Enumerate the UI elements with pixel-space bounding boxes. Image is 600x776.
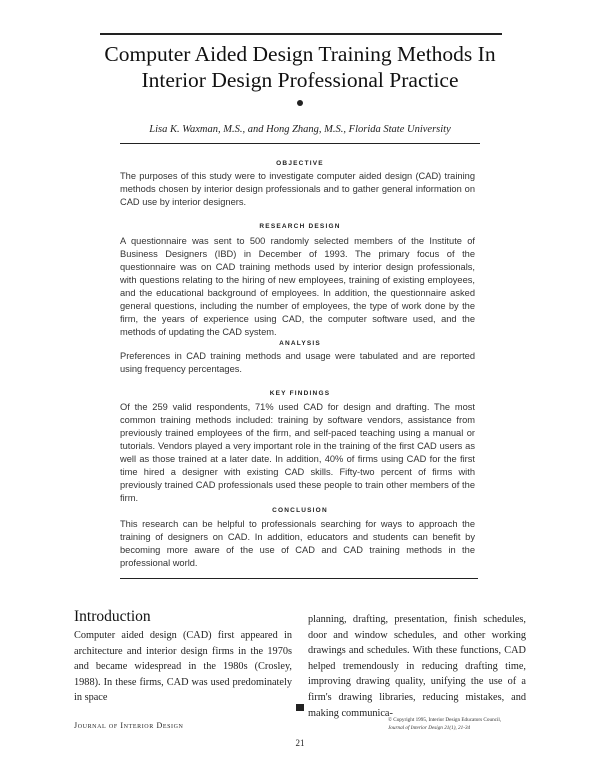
title-line-1: Computer Aided Design Training Methods In [104,42,496,66]
journal-name: Journal of Interior Design [74,721,184,730]
copyright-line-1: © Copyright 1995, Interior Design Educators Council, [388,717,502,723]
objective-text: The purposes of this study were to investigate computer aided design (CAD) training methods chosen by interior design professionals and to gather general information on CAD use by interior designers. [120,171,475,207]
abstract-bottom-rule [120,578,478,579]
conclusion-heading: CONCLUSION [272,507,328,514]
conclusion-text: This research can be helpful to professionals searching for ways to approach the training of designers on CAD. In addition, educators and students can benefit by becoming more aware of the use of CAD and CAD training methods in the professional world. [120,519,475,568]
research-design-text: A questionnaire was sent to 500 randomly selected members of the Institute of Business Designers (IBD) in December of 1993. The primary focus of the questionnaire was on CAD training methods used by interior design professionals, with questions relating to the hiring of new employees, training of existing employees, and the educational background of employees. In addition, the questionnaire asked general questions, including the number of employees, the type of work done by the firm, the years of experience using CAD, the computer software used, and the methods of updating the CAD system. [120,236,475,337]
body-column-right: planning, drafting, presentation, finish schedules, door and window schedules, and other working drawings and schedules. With these functions, CAD helped tremendously in reducing drafting time, improving drawing quality, unifying the use of a firm's drawing libraries, reducing mistakes, and making communica- [308,614,526,719]
body-column-left: Computer aided design (CAD) first appeared in architecture and interior design firms in the 1970s and became widespread in the 1980s (Crosley, 1988). In these firms, CAD was used predominately in space [74,630,292,704]
page-number: 21 [295,738,305,748]
footer-mark [296,704,304,711]
title-bullet [297,100,303,106]
top-rule [100,33,502,35]
research-design-heading: RESEARCH DESIGN [259,223,341,230]
copyright-note [388,716,536,732]
copyright-line-2: Journal of Interior Design 21(1), 21-34 [388,725,471,731]
title-line-2: Interior Design Professional Practice [141,68,459,92]
authors-line: Lisa K. Waxman, M.S., and Hong Zhang, M.S., Florida State University [149,124,451,135]
authors-rule [120,143,480,144]
analysis-text: Preferences in CAD training methods and usage were tabulated and are reported using frequency percentages. [120,351,475,374]
objective-heading: OBJECTIVE [276,160,324,167]
analysis-heading: ANALYSIS [279,340,321,347]
paper-title [60,41,540,93]
introduction-heading: Introduction [74,608,151,625]
key-findings-heading: KEY FINDINGS [269,390,331,397]
key-findings-text: Of the 259 valid respondents, 71% used CAD for design and drafting. The most common training methods included: training by software vendors, assistance from previously trained employees of the firm, and self-paced teaching using a manual or tutorials. Vendors played a very important role in the training of the first CAD users as well as those trained at a later date. In addition, 40% of firms using CAD for the first time hired a designer with existing CAD skills. Fifty-two percent of firms with previously trained CAD professionals used these people to train other members of the firm. [120,402,475,503]
